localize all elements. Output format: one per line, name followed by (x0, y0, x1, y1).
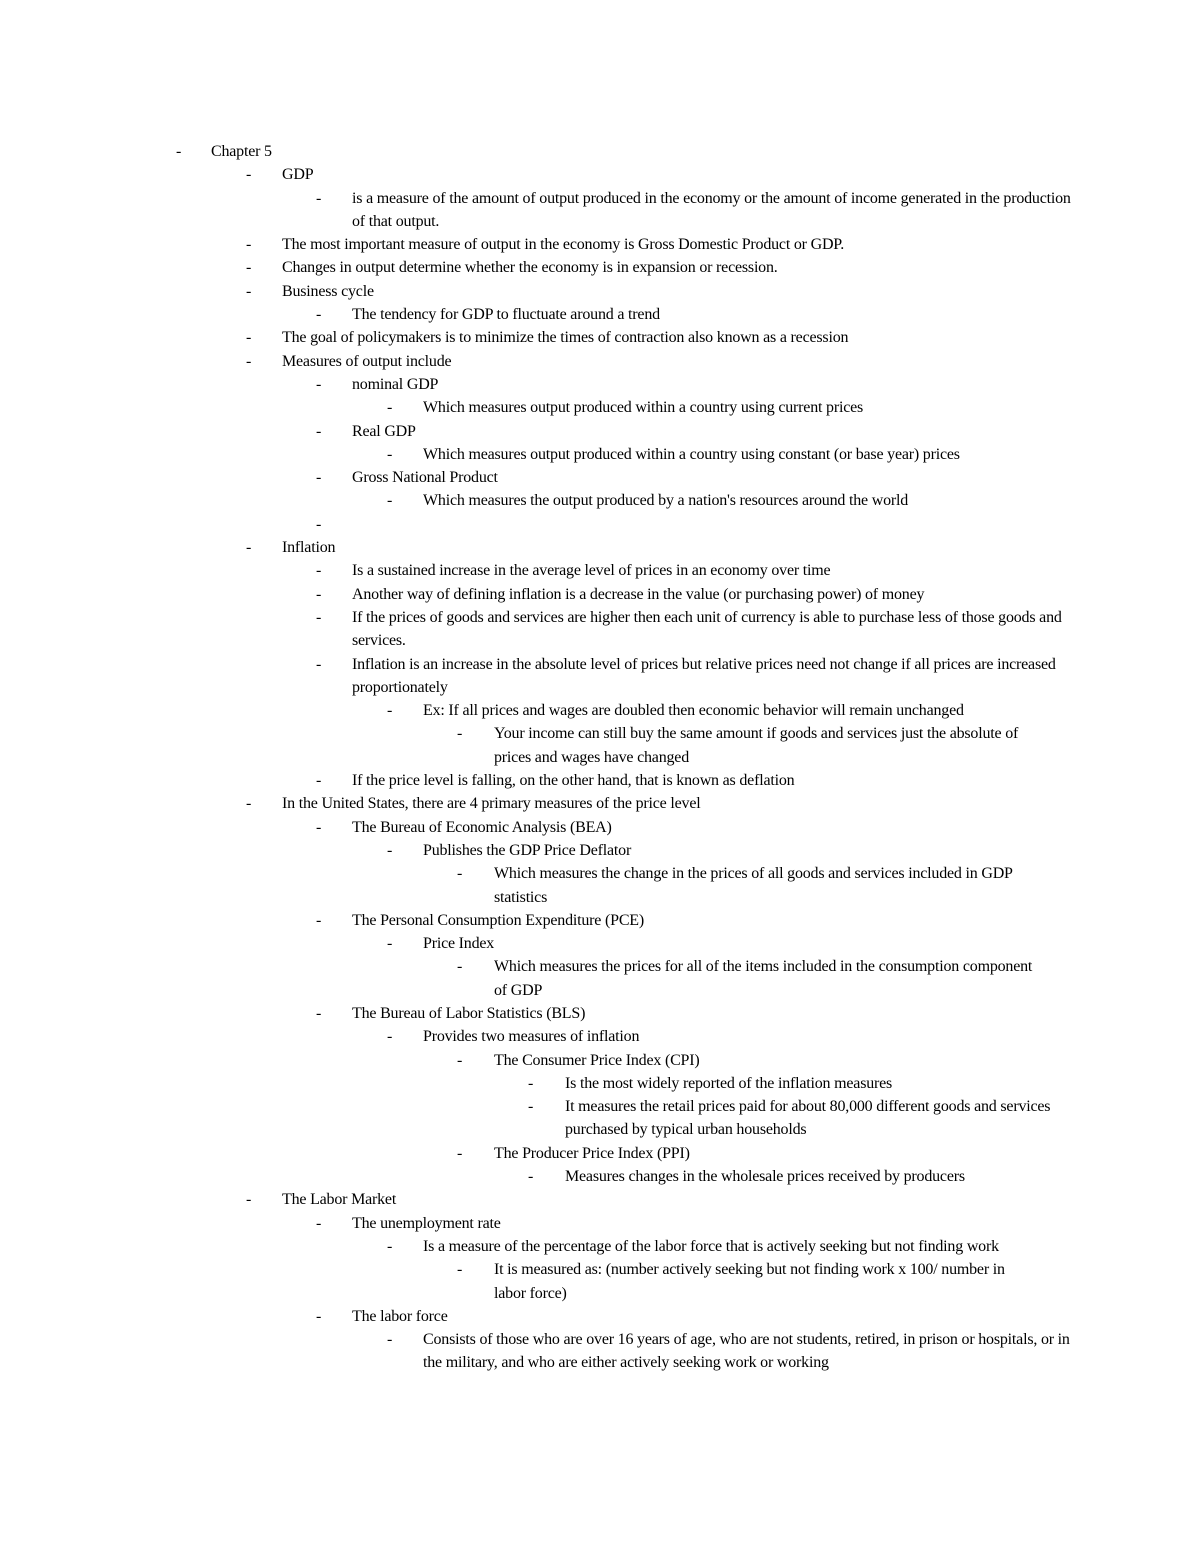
bullet-dash-icon: - (387, 492, 393, 510)
outline-item-text: The labor force (352, 1307, 448, 1325)
bullet-dash-icon: - (387, 1028, 393, 1046)
bullet-dash-icon: - (246, 329, 252, 347)
outline-item-text: The Labor Market (282, 1191, 397, 1209)
outline-item-text: If the price level is falling, on the other hand, that is known as deflation (352, 772, 795, 790)
bullet-dash-icon: - (316, 515, 322, 533)
bullet-dash-icon: - (246, 236, 252, 254)
bullet-dash-icon: - (316, 772, 322, 790)
outline-item-text: Consists of those who are over 16 years of age, who are not students, retired, in prison or hospitals, or in the military, and who are either actively seeking work or working (423, 1331, 1070, 1372)
outline-item (0, 187, 1200, 234)
bullet-dash-icon: - (316, 422, 322, 440)
outline-item (0, 396, 1200, 419)
bullet-dash-icon: - (528, 1098, 534, 1116)
outline-item (0, 932, 1200, 955)
outline-item (0, 303, 1200, 326)
outline-item (0, 722, 1200, 769)
outline-item (0, 1142, 1200, 1165)
outline-item (0, 233, 1200, 256)
outline-item-text: Which measures output produced within a country using current prices (423, 399, 864, 417)
outline-item (0, 256, 1200, 279)
outline-item (0, 1328, 1200, 1375)
bullet-dash-icon: - (316, 1214, 322, 1232)
bullet-dash-icon: - (246, 352, 252, 370)
outline-item-text: Publishes the GDP Price Deflator (423, 841, 632, 859)
outline-item (0, 1305, 1200, 1328)
outline-item (0, 606, 1200, 653)
outline-item (0, 489, 1200, 512)
bullet-dash-icon: - (316, 655, 322, 673)
outline-item (0, 559, 1200, 582)
bullet-dash-icon: - (246, 1191, 252, 1209)
outline-item-text: The Consumer Price Index (CPI) (494, 1051, 700, 1069)
outline-item-text: Chapter 5 (211, 143, 272, 160)
outline-item-text: The unemployment rate (352, 1214, 501, 1232)
outline-item (0, 350, 1200, 373)
bullet-dash-icon: - (316, 189, 322, 207)
outline-item (0, 1165, 1200, 1188)
bullet-dash-icon: - (316, 375, 322, 393)
outline-item (0, 955, 1200, 1002)
outline-item (0, 1258, 1200, 1305)
bullet-dash-icon: - (457, 865, 463, 883)
outline-item (0, 163, 1200, 186)
outline-item (0, 1188, 1200, 1211)
outline-item (0, 792, 1200, 815)
outline-item-text: Provides two measures of inflation (423, 1028, 640, 1046)
outline-item-text: Which measures the output produced by a nation's resources around the world (423, 492, 909, 510)
outline-item (0, 909, 1200, 932)
outline-item-text: The Bureau of Labor Statistics (BLS) (352, 1004, 586, 1022)
outline-item (0, 443, 1200, 466)
outline-item-text: The Bureau of Economic Analysis (BEA) (352, 818, 612, 836)
notes-outline (0, 140, 1200, 1375)
outline-item (0, 862, 1200, 909)
bullet-dash-icon: - (246, 539, 252, 557)
outline-item (0, 1095, 1200, 1142)
bullet-dash-icon: - (457, 1144, 463, 1162)
bullet-dash-icon: - (528, 1168, 534, 1186)
outline-item (0, 816, 1200, 839)
outline-item-text: Is a measure of the percentage of the labor force that is actively seeking but not finding work (423, 1237, 999, 1255)
outline-item (0, 839, 1200, 862)
outline-item (0, 536, 1200, 559)
bullet-dash-icon: - (528, 1074, 534, 1092)
outline-item-text: Measures of output include (282, 352, 452, 370)
bullet-dash-icon: - (316, 562, 322, 580)
bullet-dash-icon: - (246, 282, 252, 300)
bullet-dash-icon: - (246, 795, 252, 813)
bullet-dash-icon: - (387, 935, 393, 953)
bullet-dash-icon: - (176, 143, 182, 160)
bullet-dash-icon: - (457, 958, 463, 976)
outline-item (0, 1049, 1200, 1072)
outline-item (0, 583, 1200, 606)
outline-item-text: Business cycle (282, 282, 374, 300)
bullet-dash-icon: - (316, 306, 322, 324)
bullet-dash-icon: - (457, 1051, 463, 1069)
outline-item-text: In the United States, there are 4 primary measures of the price level (282, 795, 701, 813)
outline-item-text: is a measure of the amount of output produced in the economy or the amount of income generated in the production of that output. (352, 189, 1071, 230)
bullet-dash-icon: - (316, 585, 322, 603)
outline-item-text: If the prices of goods and services are higher then each unit of currency is able to purchase less of those goods and services. (352, 608, 1062, 650)
outline-item-text: The goal of policymakers is to minimize the times of contraction also known as a recession (282, 329, 849, 347)
outline-item-text: GDP (282, 166, 314, 184)
outline-item (0, 280, 1200, 303)
outline-item-text: Your income can still buy the same amount if goods and services just the absolute of prices and wages have changed (494, 725, 1019, 766)
bullet-dash-icon: - (316, 1307, 322, 1325)
outline-item-text: Which measures the change in the prices of all goods and services included in GDP statistics (494, 865, 1013, 906)
outline-item-text: The Personal Consumption Expenditure (PCE) (352, 911, 645, 929)
outline-item (0, 1072, 1200, 1095)
outline-item-text: Price Index (423, 935, 495, 953)
outline-item (0, 466, 1200, 489)
outline-item-text: The tendency for GDP to fluctuate around a trend (352, 306, 660, 324)
outline-item (0, 326, 1200, 349)
outline-item (0, 1212, 1200, 1235)
outline-item-text: Gross National Product (352, 469, 498, 487)
outline-item-text: Another way of defining inflation is a decrease in the value (or purchasing power) of money (352, 585, 925, 603)
outline-item-text: Which measures the prices for all of the items included in the consumption component of GDP (494, 958, 1033, 999)
outline-item-text: The most important measure of output in the economy is Gross Domestic Product or GDP. (282, 236, 845, 254)
outline-item (0, 373, 1200, 396)
outline-item-text: Changes in output determine whether the economy is in expansion or recession. (282, 259, 778, 277)
bullet-dash-icon: - (457, 725, 463, 743)
bullet-dash-icon: - (246, 259, 252, 277)
outline-item-text: Real GDP (352, 422, 416, 440)
bullet-dash-icon: - (387, 445, 393, 463)
outline-item-text: Which measures output produced within a country using constant (or base year) prices (423, 445, 960, 463)
outline-item (0, 420, 1200, 443)
outline-item-text: The Producer Price Index (PPI) (494, 1144, 690, 1162)
outline-item-text: nominal GDP (352, 375, 439, 393)
outline-item (0, 699, 1200, 722)
outline-item-text: Measures changes in the wholesale prices received by producers (565, 1168, 965, 1186)
outline-item (0, 1025, 1200, 1048)
outline-item (0, 653, 1200, 700)
outline-item-text: Ex: If all prices and wages are doubled then economic behavior will remain unchanged (423, 702, 964, 720)
bullet-dash-icon: - (457, 1261, 463, 1279)
bullet-dash-icon: - (387, 1331, 393, 1349)
bullet-dash-icon: - (316, 1004, 322, 1022)
bullet-dash-icon: - (316, 911, 322, 929)
bullet-dash-icon: - (246, 166, 252, 184)
outline-item-text (352, 513, 1072, 536)
outline-item (0, 140, 1200, 163)
bullet-dash-icon: - (316, 608, 322, 626)
bullet-dash-icon: - (387, 1237, 393, 1255)
outline-item (0, 513, 1200, 536)
bullet-dash-icon: - (316, 818, 322, 836)
outline-item-text: Is a sustained increase in the average level of prices in an economy over time (352, 562, 831, 580)
outline-item (0, 1002, 1200, 1025)
outline-item-text: Inflation (282, 539, 336, 557)
bullet-dash-icon: - (316, 469, 322, 487)
bullet-dash-icon: - (387, 702, 393, 720)
outline-item-text: Is the most widely reported of the inflation measures (565, 1074, 893, 1092)
outline-item-text: It is measured as: (number actively seeking but not finding work x 100/ number in labor force) (494, 1261, 1005, 1302)
outline-item-text: Inflation is an increase in the absolute level of prices but relative prices need not change if all prices are increased proportionately (352, 655, 1056, 696)
outline-item-text: It measures the retail prices paid for about 80,000 different goods and services purchased by typical urban households (565, 1098, 1051, 1139)
bullet-dash-icon: - (387, 841, 393, 859)
outline-item (0, 1235, 1200, 1258)
bullet-dash-icon: - (387, 399, 393, 417)
outline-item (0, 769, 1200, 792)
